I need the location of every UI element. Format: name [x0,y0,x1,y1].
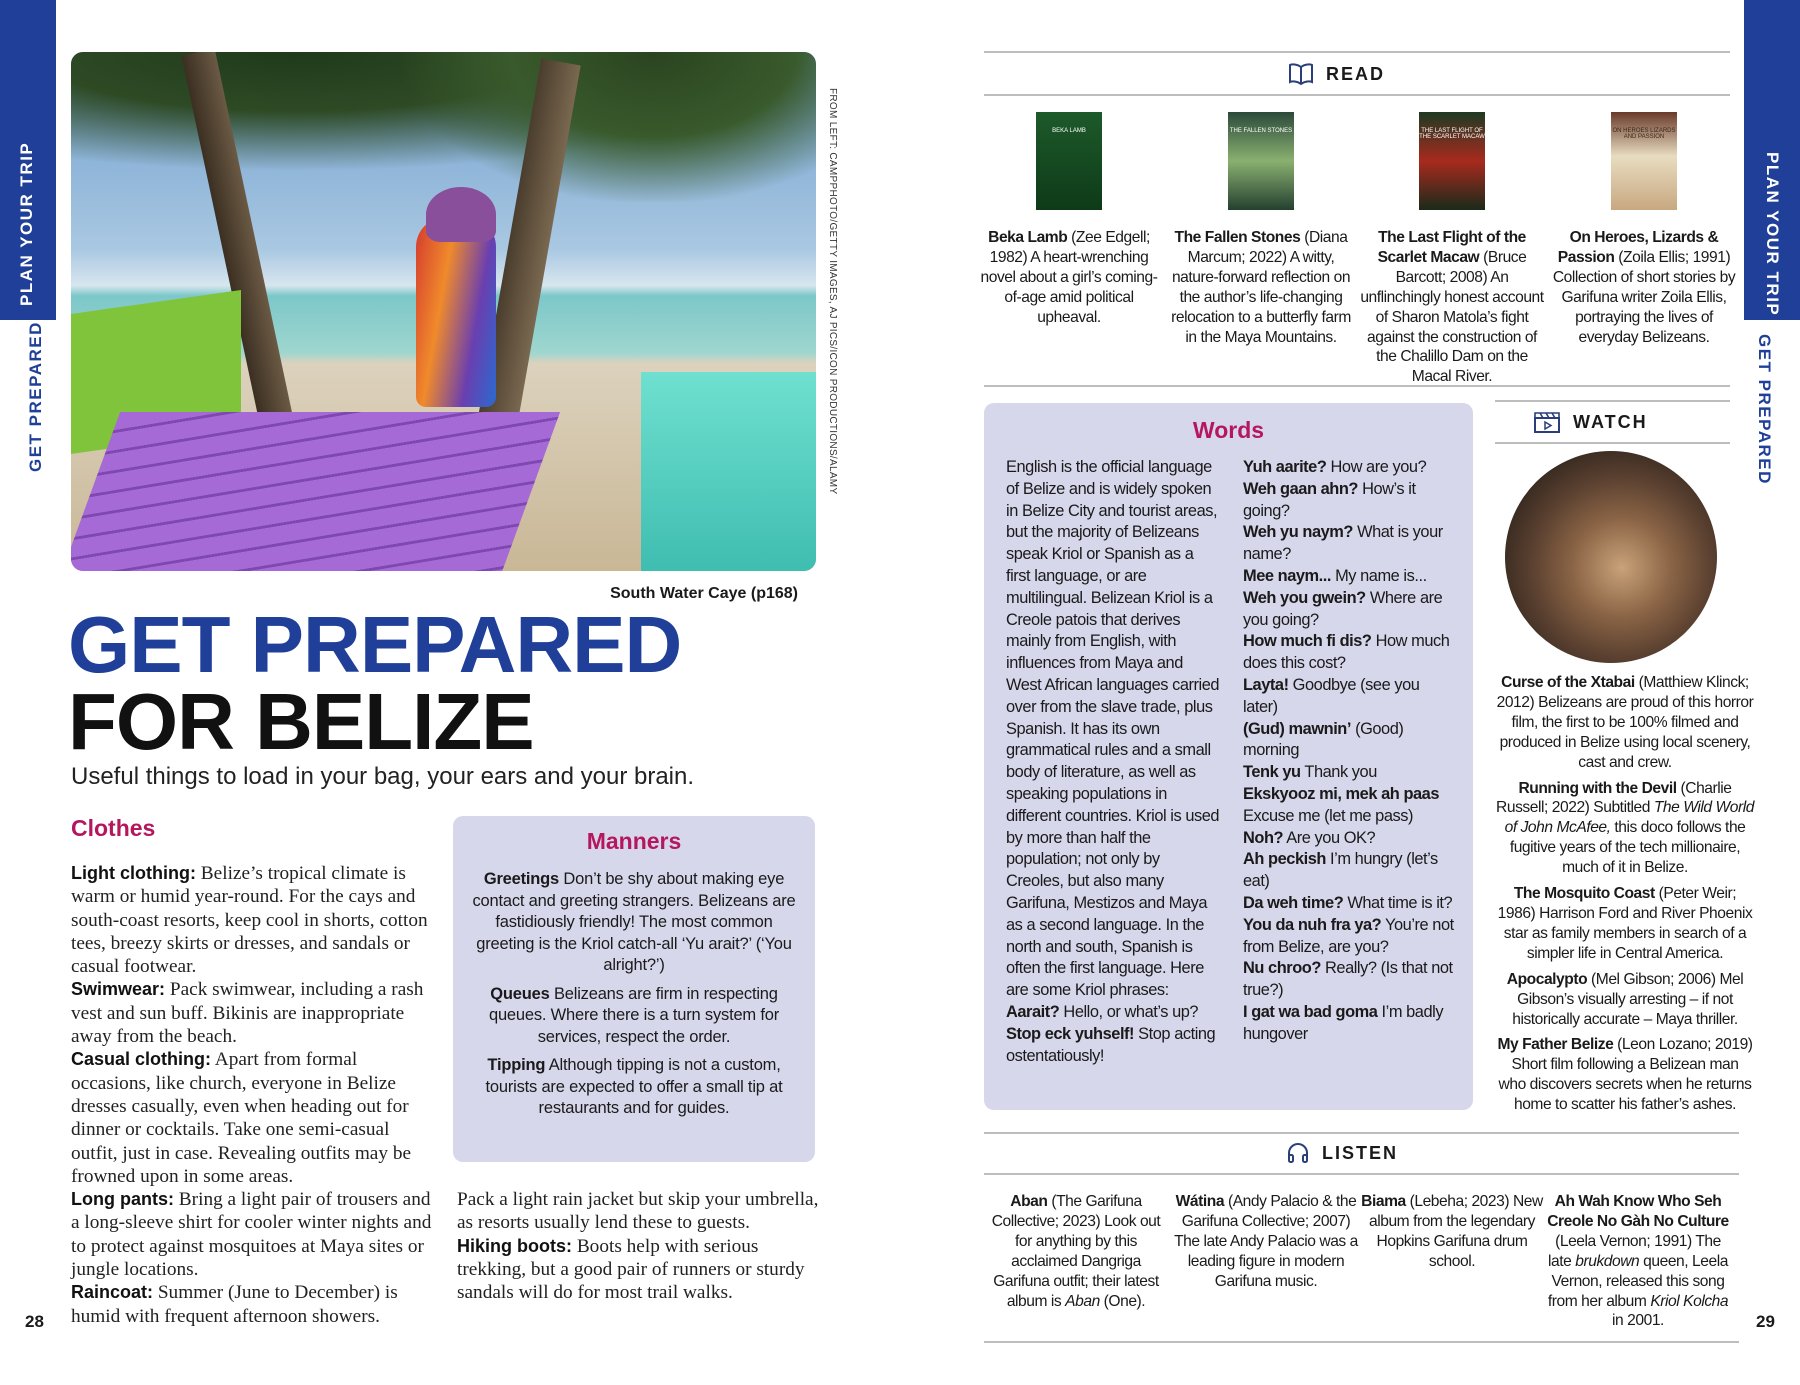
phrase-term: I gat wa bad goma [1243,1002,1378,1021]
clothes-item: Hiking boots: Boots help with serious trekking, but a good pair of runners or sturdy sandals will do for most trail walks. [457,1235,805,1304]
phrase [1243,457,1458,479]
beach-photo [71,52,816,571]
phrase-definition: What time is it? [1343,893,1453,912]
album-item: Aban (The Garifuna Collective; 2023) Look out for anything by this acclaimed Dangriga Garifuna outfit; their latest album is Aban (One). [991,1193,1161,1310]
phrase-term: How much fi dis? [1243,632,1372,651]
phrase-definition: How much does this cost? [1243,632,1450,673]
phrase-definition: Are you OK? [1283,828,1376,847]
film-item: Apocalypto (Mel Gibson; 2006) Mel Gibson’s visually arresting – if not historically accurate – Maya thriller. [1506,970,1744,1028]
manners-item: Tipping Although tipping is not a custom, tourists are expected to offer a small tip at restaurants and for guides. [485,1056,783,1117]
phrase: Stop eck yuhself! Stop acting ostentatiously! [1006,1024,1216,1065]
film-title: My Father Belize [1497,1036,1614,1054]
phrase-definition: Really? (Is that not true?) [1243,959,1453,1000]
phrase [1243,958,1458,1002]
album-item: Ah Wah Know Who Seh Creole No Gàh No Culture (Leela Vernon; 1991) The late brukdown queen, Leela Vernon, released this song from her album Kriol Kolcha in 2001. [1547,1193,1729,1330]
phrase-term: Ekskyooz mi, mek ah paas [1243,784,1440,803]
page-title-line2: FOR BELIZE [68,677,534,766]
phrase-term: Tenk yu [1243,763,1301,782]
phrase [1243,719,1458,763]
phrase [1243,828,1458,850]
phrase-definition: (Good) morning [1243,719,1404,760]
clothes-item: Raincoat: Summer (June to December) is humid with frequent afternoon showers. [71,1282,398,1327]
manners-heading: Manners [586,828,682,854]
clothes-item: Light clothing: Belize’s tropical climate is warm or humid year-round. For the cays and south-coast resorts, keep cool in shorts, cotton tees, breezy skirts or dresses, and sandals or casual footwear. [71,863,428,978]
chapter-tab-label-left: GET PREPARED [26,321,45,472]
film-clapper-icon [1533,410,1561,434]
phrase-term: Ah peckish [1243,850,1326,869]
phrase: Aarait? Hello, or what’s up? [1006,1002,1199,1021]
phrase-definition: How are you? [1326,458,1427,476]
section-tab-label: PLAN YOUR TRIP [17,141,36,306]
phrase-definition: What is your name? [1243,523,1443,564]
headphones-icon [1286,1141,1310,1165]
watch-list [1496,673,1754,1121]
album-title: Wátina [1175,1193,1225,1210]
listen-header: LISTEN [1286,1141,1398,1165]
phrase-term: You da nuh fra ya? [1243,915,1382,934]
book-item: THE FALLEN STONES The Fallen Stones (Diana Marcum; 2022) A witty, nature-forward reflection on the author’s life-changing relocation to a butterfly farm in the Maya Mountains. [1165,112,1357,347]
phrase-term: Nu chroo? [1243,959,1321,978]
phrase [1243,588,1458,632]
phrase-term: Mee naym... [1243,566,1331,585]
chapter-tab-label-right: GET PREPARED [1755,334,1774,485]
phrase-term: (Gud) mawnin’ [1243,719,1351,738]
film-title: Apocalypto [1506,970,1588,988]
clothes-column-1 [71,862,439,1328]
album-title: Biama [1361,1193,1406,1210]
phrase [1243,762,1458,784]
film-still-image [1505,451,1717,663]
phrase-term: Layta! [1243,675,1289,694]
phrase-definition: I’m badly hungover [1243,1002,1444,1043]
book-cover: THE FALLEN STONES [1228,112,1294,210]
film-title: The Mosquito Coast [1513,885,1655,903]
phrase [1243,631,1458,675]
phrase-definition: My name is... [1330,566,1427,585]
words-box [984,403,1473,1110]
phrase [1243,479,1458,523]
book-cover: BEKA LAMB [1036,112,1102,210]
phrase-term: Weh gaan ahn? [1243,479,1358,498]
phrase-definition: Excuse me (let me pass) [1243,806,1414,825]
phrase-definition: Where are you going? [1243,588,1443,629]
phrase-definition: You’re not from Belize, are you? [1243,915,1454,956]
phrase-term: Yuh aarite? [1243,458,1327,476]
phrase-term: Noh? [1243,828,1284,847]
phrase [1243,784,1458,828]
book-item: THE LAST FLIGHT OF THE SCARLET MACAW The Last Flight of the Scarlet Macaw (Bruce Barcott; 2008) An unflinchingly honest account of Sharon Matola’s fight against the construction of the Chalillo Dam on the Macal River. [1356,112,1548,387]
album-title: Aban [1010,1193,1048,1210]
phrase-definition: Goodbye (see you later) [1243,675,1420,716]
phrase-definition: Thank you [1300,763,1377,782]
phrase [1243,915,1458,959]
album-item: Wátina (Andy Palacio & the Garifuna Collective; 2007) The late Andy Palacio was a leading figure in modern Garifuna music. [1174,1193,1358,1290]
words-column-left [1006,457,1221,1067]
page-subtitle: Useful things to load in your bag, your ears and your brain. [71,763,695,790]
phrase-term: Weh you gwein? [1243,588,1366,607]
phrase [1243,1002,1458,1046]
phrase-term: Weh yu naym? [1243,523,1353,542]
watch-header: WATCH [1533,410,1648,434]
film-item: My Father Belize (Leon Lozano; 2019) Short film following a Belizean man who discovers secrets when he returns home to scatter his father’s ashes. [1497,1036,1753,1114]
book-open-icon [1288,62,1314,86]
phrase [1243,675,1458,719]
film-title: Curse of the Xtabai [1501,674,1635,691]
film-item: Running with the Devil (Charlie Russell; 2022) Subtitled The Wild World of John McAfee, this doco follows the fugitive years of the tech millionaire, much of it in Belize. [1496,779,1754,877]
phrase-term: Da weh time? [1243,893,1344,912]
page-number-left: 28 [25,1312,44,1331]
clothes-item: Casual clothing: Apart from formal occasions, like church, everyone in Belize dresses casually, even when heading out for dinner or cocktails. Take one semi-casual outfit, just in case. Revealing outfits may be frowned upon in some areas. [71,1049,412,1187]
film-item: Curse of the Xtabai (Matthiew Klinck; 2012) Belizeans are proud of this horror film, the first to be 100% filmed and produced in Belize using local scenery, cast and crew. [1496,674,1754,771]
phrase [1243,522,1458,566]
section-tab-right [1744,0,1800,320]
manners-item: Greetings Don’t be shy about making eye contact and greeting strangers. Belizeans are fastidiously friendly! The most common greeting is the Kriol catch-all ‘Yu arait?’ (‘You alright?’) [472,870,796,974]
phrase-definition: How’s it going? [1243,479,1416,520]
album-item: Biama (Lebeha; 2023) New album from the legendary Hopkins Garifuna drum school. [1361,1193,1543,1270]
book-cover: THE LAST FLIGHT OF THE SCARLET MACAW [1419,112,1485,210]
clothes-continued: Pack a light rain jacket but skip your umbrella, as resorts usually lend these to guests. [457,1189,819,1234]
film-title: Running with the Devil [1518,779,1677,797]
section-tab-left [0,0,56,320]
words-column-right [1243,457,1458,1046]
phrase [1243,849,1458,893]
film-item: The Mosquito Coast (Peter Weir; 1986) Harrison Ford and River Phoenix star as family members in search of a simpler life in Central America. [1497,885,1753,962]
words-intro: English is the official language of Belize and is widely spoken in Belize City and tourist areas, but the majority of Belizeans speak Kriol or Spanish as a first language, or are multilingual. Belizean Kriol is a Creole patois that derives mainly from English, with influences from Maya and West African languages carried over from the slave trade, plus Spanish. It has its own grammatical rules and a small body of literature, as well as speaking populations in different countries. Kriol is used by more than half the population; not only by Creoles, but also many Garifuna, Mestizos and Maya as a second language. In the north and south, Spanish is often the first language. Here are some Kriol phrases: [1006,458,1220,1000]
clothes-item: Swimwear: Pack swimwear, including a rash vest and sun buff. Bikinis are inappropriate away from the beach. [71,979,424,1048]
photo-caption: South Water Caye (p168) [610,585,798,602]
phrase-definition: I’m hungry (let’s eat) [1243,850,1438,891]
book-cover: ON HEROES LIZARDS AND PASSION [1611,112,1677,210]
manners-box [453,816,815,1162]
clothes-item: Long pants: Bring a light pair of trousers and a long-sleeve shirt for cooler winter nights and to protect against mosquitoes at Maya sites or jungle locations. [71,1189,432,1281]
page-number-right: 29 [1756,1312,1775,1331]
page-title-line1: GET PREPARED [68,600,682,689]
album-title: Ah Wah Know Who Seh Creole No Gàh No Culture [1547,1193,1729,1230]
clothes-heading: Clothes [71,815,156,841]
words-heading: Words [1192,417,1265,443]
read-header: READ [1288,62,1385,86]
manners-item: Queues Belizeans are firm in respecting queues. Where there is a turn system for services, respect the order. [488,984,780,1046]
phrase [1243,566,1458,588]
clothes-column-2 [457,1188,827,1304]
section-tab-label: PLAN YOUR TRIP [1763,152,1782,317]
book-item: ON HEROES LIZARDS AND PASSION On Heroes, Lizards & Passion (Zoila Ellis; 1991) Collection of short stories by Garifuna writer Zoila Ellis, portraying the lives of everyday Belizeans. [1548,112,1740,347]
book-item: BEKA LAMB Beka Lamb (Zee Edgell; 1982) A heart-wrenching novel about a girl’s coming-of-age amid political upheaval. [973,112,1165,328]
photo-credit: FROM LEFT: CAMPPHOTO/GETTY IMAGES, AJ PICS/ICON PRODUCTIONS/ALAMY [827,88,838,495]
phrase [1243,893,1458,915]
